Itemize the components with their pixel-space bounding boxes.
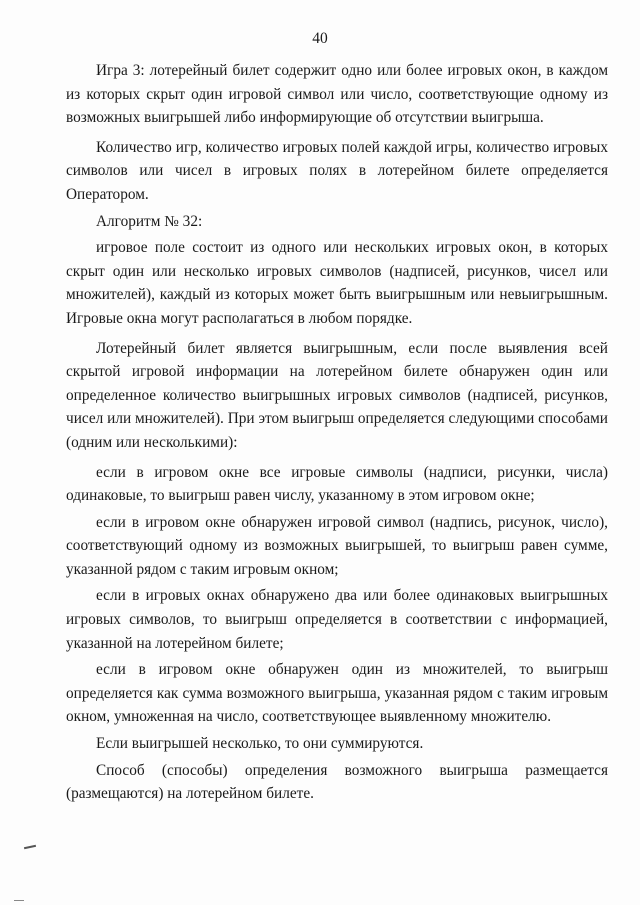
scan-artifact xyxy=(24,845,36,849)
document-body xyxy=(66,59,608,806)
paragraph-game-field: игровое поле состоит из одного или нескольких игровых окон, в которых скрыт один или несколько игровых символов (надписей, рисунков, чисел или множителей), каждый из которых может быть выигрышным или невыигрышным. Игровые окна могут располагаться в любом порядке. xyxy=(66,239,608,327)
paragraph-game-count: Количество игр, количество игровых полей каждой игры, количество игровых символов или чисел в игровых полях в лотерейном билете определяется Оператором. xyxy=(66,138,608,203)
paragraph-winning-ticket: Лотерейный билет является выигрышным, если после выявления всей скрытой игровой информации на лотерейном билете обнаружен один или определенное количество выигрышных игровых символов (надписей, рисунков, чисел или множителей). При этом выигрыш определяется следующими способами (одним или несколькими): xyxy=(66,339,608,451)
paragraph-algorithm-heading: Алгоритм № 32: xyxy=(96,212,203,230)
list-item-symbol-match: если в игровом окне обнаружен игровой символ (надпись, рисунок, число), соответствующий одному из возможных выигрышей, то выигрыш равен сумме, указанной рядом с таким игровым окном; xyxy=(66,513,608,578)
scan-artifact xyxy=(14,900,24,901)
paragraph-game-3: Игра 3: лотерейный билет содержит одно или более игровых окон, в каждом из которых скрыт один игровой символ или число, соответствующие одному из возможных выигрышей либо информирующие об отсутствии выигрыша. xyxy=(66,62,608,127)
paragraph-method-placement: Способ (способы) определения возможного выигрыша размещается (размещаются) на лотерейном билете. xyxy=(66,761,608,803)
list-item-identical-symbols: если в игровых окнах обнаружено два или более одинаковых выигрышных игровых символов, то выигрыш определяется в соответствии с информацией, указанной на лотерейном билете; xyxy=(66,587,608,652)
paragraph-summation: Если выигрышей несколько, то они суммируются. xyxy=(96,735,424,753)
list-item-same-symbols: если в игровом окне все игровые символы (надписи, рисунки, числа) одинаковые, то выигрыш равен числу, указанному в этом игровом окне; xyxy=(66,463,608,505)
list-item-multiplier: если в игровом окне обнаружен один из множителей, то выигрыш определяется как сумма возможного выигрыша, указанная рядом с таким игровым окном, умноженная на число, соответствующее выявленному множителю. xyxy=(66,661,608,726)
page-number: 40 xyxy=(312,30,328,47)
